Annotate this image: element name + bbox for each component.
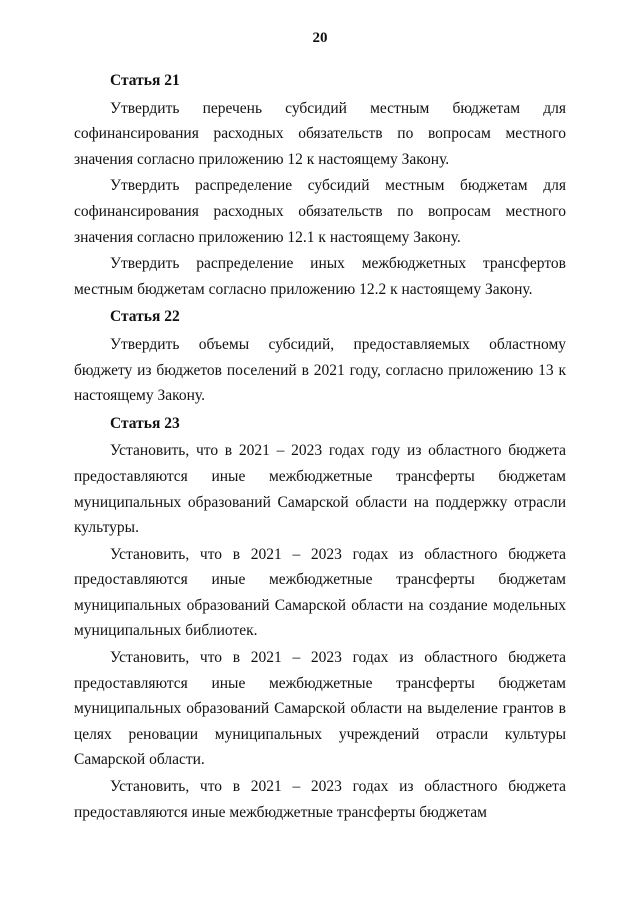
- article-paragraph: Установить, что в 2021 – 2023 годах из областного бюджета предоставляются иные межбюджетные трансферты бюджетам муниципальных образований Самарской области на создание модельных муниципальных библиотек.: [74, 545, 566, 640]
- article-paragraph: Утвердить распределение иных межбюджетных трансфертов местным бюджетам согласно приложению 12.2 к настоящему Закону.: [74, 255, 566, 298]
- page-number: 20: [312, 30, 328, 46]
- article-paragraph: Утвердить распределение субсидий местным бюджетам для софинансирования расходных обязательств по вопросам местного значения согласно приложению 12.1 к настоящему Закону.: [74, 177, 566, 246]
- article-heading: Статья 21: [110, 72, 180, 89]
- article-paragraph: Установить, что в 2021 – 2023 годах году из областного бюджета предоставляются иные межбюджетные трансферты бюджетам муниципальных образований Самарской области на поддержку отрасли культуры.: [74, 442, 566, 537]
- article-heading: Статья 23: [110, 414, 180, 432]
- article-paragraph: Установить, что в 2021 – 2023 годах из областного бюджета предоставляются иные межбюджетные трансферты бюджетам муниципальных образований Самарской области на выделение грантов в целях реновации муниципальных учреждений отрасли культуры Самарской области.: [74, 649, 566, 769]
- article-paragraph: Установить, что в 2021 – 2023 годах из областного бюджета предоставляются иные межбюджетные трансферты бюджетам: [74, 778, 566, 821]
- article-paragraph: Утвердить перечень субсидий местным бюджетам для софинансирования расходных обязательств по вопросам местного значения согласно приложению 12 к настоящему Закону.: [74, 99, 566, 168]
- article-heading: Статья 22: [110, 308, 180, 326]
- document-body: [74, 66, 566, 826]
- article-paragraph: Утвердить объемы субсидий, предоставляемых областному бюджету из бюджетов поселений в 2021 году, согласно приложению 13 к настоящему Закону.: [74, 335, 566, 405]
